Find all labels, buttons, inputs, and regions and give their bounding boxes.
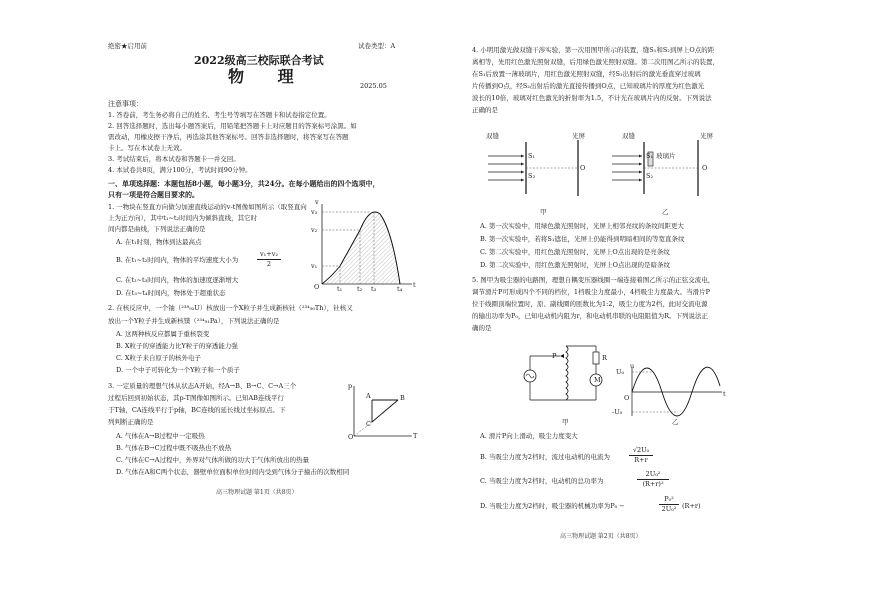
q5-stem-5: 确的是 xyxy=(472,324,492,332)
q1-t3: t₃ xyxy=(371,285,377,293)
q5-wave-neg-u0: -U₀ xyxy=(612,408,623,416)
q4-yi-screen-label: 光屏 xyxy=(700,132,713,140)
q2-stem-1: 2. 在核反应中，一个铀（²³⁸₉₂U）核放出一个X粒子并生成新核钍（²³⁴₉₀Th），钍核又 xyxy=(108,304,353,312)
right-page xyxy=(472,40,802,592)
q1-stem-3: 间内都是曲线，下列说法正确的是 xyxy=(108,225,206,233)
q4-yi-o: O xyxy=(702,164,708,172)
q4-option-d: D. 第二次实验中，用红色激光照射时，光屏上O点出现的是暗条纹 xyxy=(480,261,670,269)
q2-option-d: D. 一个中子可转化为一个Y粒子和一个质子 xyxy=(116,366,240,374)
q4-option-b: B. 第一次实验中，若将S₁遮住，光屏上仍能得到明暗相间的等宽直条纹 xyxy=(480,235,685,243)
q1-v1: v₁ xyxy=(311,262,318,270)
q3-stem-1: 3. 一定质量的理想气体从状态A开始，经A→B、B→C、C→A三个 xyxy=(108,382,297,390)
exam-title: 2022级高三校际联合考试 xyxy=(194,54,324,67)
q5-wave-axis-u: u xyxy=(630,362,635,370)
q2-stem-2: 放出一个Y粒子并生成新核镤（²³⁴₉₁Pa），下列说法正确的是 xyxy=(108,317,280,325)
notice-2c: 卡上。写在本试卷上无效。 xyxy=(108,144,186,152)
q5-b-numerator: √2U₀ xyxy=(632,446,650,454)
notice-heading: 注意事项： xyxy=(108,100,143,108)
q3-option-a: A. 气体在A→B过程中一定吸热 xyxy=(116,432,205,440)
q5-wave-figure xyxy=(628,366,724,418)
q3-origin: O xyxy=(348,433,354,441)
q3-axis-p: p xyxy=(348,382,353,390)
q5-c-numerator: 2U₀² xyxy=(645,470,661,478)
q5-resistor-r: R xyxy=(602,354,607,362)
q4-option-c: C. 第二次实验中，用红色激光照射时，光屏上O点出现的是亮条纹 xyxy=(480,248,670,256)
q1-v2: v₂ xyxy=(311,226,318,234)
q4-option-a: A. 第一次实验中，用绿色激光照射时，光屏上相邻亮纹的条纹间距更大 xyxy=(480,222,684,230)
q5-d-numerator: P₀² xyxy=(664,495,674,503)
q4-stem-2: 离相等，先用红色激光照射双缝，后用绿色激光照射双缝。第二次用图乙所示的装置， xyxy=(472,58,719,66)
paper-type: 试卷类型：A xyxy=(358,42,396,50)
q5-caption-jia: 甲 xyxy=(562,418,569,426)
notice-2a: 2. 回答选择题时，选出每小题答案后，用铅笔把答题卡上对应题目的答案标号涂黑。如 xyxy=(108,122,357,130)
q3-axis-t: T xyxy=(413,432,418,440)
q4-stem-1: 4. 小明用激光做双缝干涉实验，第一次用图甲所示的装置，缝S₁和S₂到屏上O点的距 xyxy=(472,46,715,54)
q4-yi-slits-label: 双缝 xyxy=(622,132,635,140)
q5-stem-2: 调节滑片P可形成四个不同的档位，1档吸尘力度最小，4档吸尘力度最大。当滑片P xyxy=(472,288,711,296)
q2-option-a: A. 这两种核反应都属于重核裂变 xyxy=(116,330,210,338)
q1-stem-2: 上为正方向），其中t₁~t₂时间内为倾斜直线，其它时 xyxy=(108,214,258,222)
q3-option-c: C. 气体在C→A过程中，外界对气体所做的功大于气体所放出的热量 xyxy=(116,456,309,464)
q4-stem-4: 片传播到O点，经S₂出射后的激光直接传播到O点，已知玻璃片的厚度为红色激光 xyxy=(472,82,705,90)
q3-point-a: A xyxy=(366,392,371,400)
notice-4: 4. 本试卷共8页，满分100分，考试时间90分钟。 xyxy=(108,166,252,174)
q3-pt-graph xyxy=(346,384,416,442)
q5-stem-3: 位于线圈顶端位置时，原、副线圈的匝数比为1:2，吸尘力度为2档，此时交流电源 xyxy=(472,300,708,308)
q5-stem-1: 5. 图甲为吸尘器的电路图，理想自耦变压器线圈一端连接着图乙所示的正弦交流电， xyxy=(472,276,715,284)
q4-stem-5: 波长的10倍，玻璃对红色激光的折射率为1.5，不计光在玻璃片内的反射。下列说法 xyxy=(472,94,712,102)
q5-wave-axis-t: t xyxy=(723,390,726,398)
q5-wave-u0: U₀ xyxy=(616,368,625,376)
q5-option-c: C. 当吸尘力度为2档时，电动机的总功率为 xyxy=(480,477,604,485)
q4-jia-s2: S₂ xyxy=(528,172,536,180)
q1-avg-denominator: 2 xyxy=(266,260,272,268)
q4-jia-s1: S₁ xyxy=(528,152,536,160)
q1-t2: t₂ xyxy=(357,285,363,293)
left-footer: 高三物理试题 第1页（共8页） xyxy=(216,489,298,496)
q3-stem-3: 于T轴，CA连线平行于p轴，BC连线的延长线过坐标原点。下 xyxy=(108,406,286,414)
q2-option-c: C. X粒子来自原子的核外电子 xyxy=(116,354,202,362)
q1-axis-v: v xyxy=(315,198,319,206)
q5-option-b: B. 当吸尘力度为2档时，流过电动机的电流为 xyxy=(480,453,611,461)
q1-option-c: C. 在t₂~t₃时间内，物体的加速度逐渐增大 xyxy=(116,276,239,284)
q5-option-a: A. 滑片P向上滑动，吸尘力度变大 xyxy=(480,432,578,440)
q4-stem-6: 正确的是 xyxy=(472,106,498,114)
q5-option-d: D. 当吸尘力度为2档时，吸尘器的机械功率为P₀ − xyxy=(480,502,625,510)
q3-point-b: B xyxy=(400,394,405,402)
notice-2b: 需改动，用橡皮擦干净后，再选涂其他答案标号。回答非选择题时，将答案写在答题 xyxy=(108,133,349,141)
q5-wave-origin: O xyxy=(624,394,630,402)
q4-jia-screen-label: 光屏 xyxy=(572,132,585,140)
q4-yi-s1: S₁ xyxy=(646,152,654,160)
q1-v3: v₃ xyxy=(311,208,318,216)
q4-yi-caption: 乙 xyxy=(662,208,669,216)
q1-t1: t₁ xyxy=(337,285,343,293)
secret-label: 绝密★启用前 xyxy=(108,42,147,50)
q1-vt-graph xyxy=(312,200,416,290)
q5-c-denominator: (R+r)² xyxy=(642,480,664,488)
q4-jia-o: O xyxy=(580,164,586,172)
q1-avg-numerator: v₁+v₂ xyxy=(259,250,278,258)
q1-option-a: A. 在t₁时刻，物体到达最高点 xyxy=(116,238,202,246)
section-1-line2: 只有一项是符合题目要求的。 xyxy=(108,190,199,199)
right-footer: 高三物理试题 第2页（共8页） xyxy=(560,533,642,540)
q3-stem-4: 列判断正确的是 xyxy=(108,418,154,426)
q3-option-b: B. 气体在B→C过程中既不吸热也不放热 xyxy=(116,444,232,452)
left-page xyxy=(108,40,426,592)
q5-d-tail: (R+r) xyxy=(682,502,701,510)
q5-d-denominator: 2U₀² xyxy=(661,505,677,513)
q3-point-c: C xyxy=(366,420,371,428)
exam-date: 2025.05 xyxy=(360,82,387,90)
q5-stem-4: 的输出功率为P₀，已知电动机内阻为r，和电动机串联的电阻阻值为R。下列说法正 xyxy=(472,312,708,320)
q3-option-d: D. 气体在A和C两个状态，器壁单位面积单位时间内受到气体分子撞击的次数相同 xyxy=(116,468,350,476)
q4-jia-caption: 甲 xyxy=(540,208,547,216)
q2-option-b: B. X粒子的穿透能力比Y粒子的穿透能力强 xyxy=(116,342,238,350)
q5-motor-m: M xyxy=(594,376,601,384)
q1-option-b: B. 在t₁~t₂时间内，物体的平均速度大小为 xyxy=(116,256,239,264)
q4-yi-glass-label: 玻璃片 xyxy=(656,152,676,160)
q4-stem-3: 在S₁后放置一薄玻璃片，用红色激光照射双缝，经S₁出射后的激光垂直穿过玻璃 xyxy=(472,70,701,78)
subject-title: 物 理 xyxy=(228,67,308,86)
q1-stem-1: 1. 一物块在竖直方向做匀加速直线运动的v-t图像如图所示（取竖直向 xyxy=(108,203,307,211)
q1-option-d: D. 在t₃~t₄时间内，物体处于超重状态 xyxy=(116,289,226,297)
notice-3: 3. 考试结束后，将本试卷和答题卡一并交回。 xyxy=(108,155,240,163)
notice-1: 1. 答卷前，考生务必将自己的姓名、考生号等填写在答题卡和试卷指定位置。 xyxy=(108,111,331,119)
q5-slider-p: P xyxy=(552,352,557,360)
q5-b-denominator: R+r xyxy=(634,456,648,464)
q4-yi-s2: S₂ xyxy=(646,172,654,180)
section-1-line1: 一、单项选择题：本题包括8小题，每小题3分，共24分。在每小题给出的四个选项中， xyxy=(108,179,380,188)
q1-axis-t: t xyxy=(413,281,416,289)
q5-caption-yi: 乙 xyxy=(672,418,679,426)
q4-jia-slits-label: 双缝 xyxy=(486,132,499,140)
q3-stem-2: 过程后回到初始状态，其p-T图像如图所示。已知AB连线平行 xyxy=(108,394,284,402)
q1-t4: t₄ xyxy=(397,285,403,293)
q1-origin: O xyxy=(314,283,320,291)
